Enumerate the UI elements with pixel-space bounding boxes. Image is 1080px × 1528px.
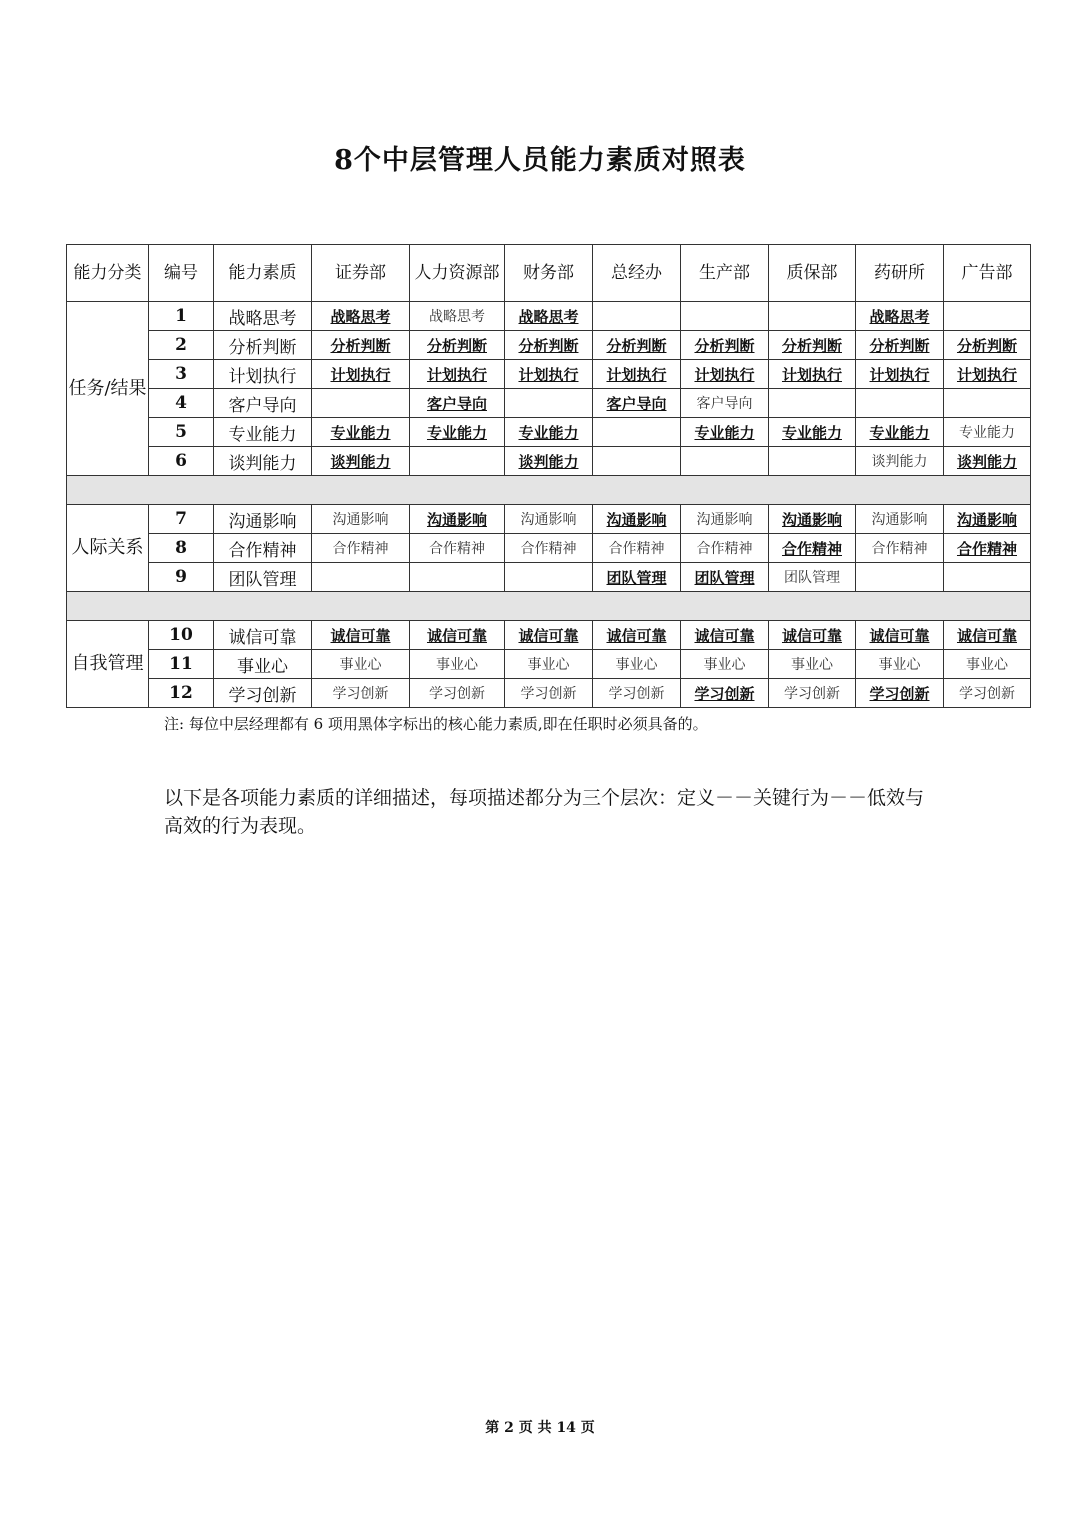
core-competency-cell: 谈判能力 (312, 447, 410, 476)
number-cell: 9 (149, 563, 214, 592)
group-separator-row (67, 476, 1031, 505)
core-competency-cell: 沟通影响 (944, 505, 1031, 534)
number-cell: 4 (149, 389, 214, 418)
competency-cell: 事业心 (593, 650, 681, 679)
core-competency-cell: 专业能力 (505, 418, 593, 447)
number-cell: 11 (149, 650, 214, 679)
competency-cell: 学习创新 (410, 679, 505, 708)
core-competency-cell: 客户导向 (410, 389, 505, 418)
competency-cell: 事业心 (856, 650, 944, 679)
table-row (67, 534, 1031, 563)
competency-cell (312, 563, 410, 592)
competency-cell: 学习创新 (769, 679, 856, 708)
core-competency-cell: 谈判能力 (505, 447, 593, 476)
core-competency-cell: 谈判能力 (944, 447, 1031, 476)
core-competency-cell: 沟通影响 (593, 505, 681, 534)
core-competency-cell: 团队管理 (593, 563, 681, 592)
core-competency-cell: 分析判断 (769, 331, 856, 360)
table-row (67, 302, 1031, 331)
number-cell: 12 (149, 679, 214, 708)
category-cell: 任务/结果 (67, 302, 149, 476)
number-cell: 5 (149, 418, 214, 447)
core-competency-cell: 专业能力 (312, 418, 410, 447)
number-cell: 7 (149, 505, 214, 534)
core-competency-cell: 分析判断 (681, 331, 769, 360)
core-competency-cell: 合作精神 (944, 534, 1031, 563)
header-ability: 能力素质 (214, 245, 312, 302)
core-competency-cell: 计划执行 (769, 360, 856, 389)
core-competency-cell: 诚信可靠 (681, 621, 769, 650)
ability-cell: 诚信可靠 (214, 621, 312, 650)
core-competency-cell: 专业能力 (681, 418, 769, 447)
competency-cell: 事业心 (312, 650, 410, 679)
table-row (67, 563, 1031, 592)
competency-table (66, 244, 1031, 708)
table-row (67, 331, 1031, 360)
competency-cell: 学习创新 (505, 679, 593, 708)
competency-cell (312, 389, 410, 418)
header-gm-office: 总经办 (593, 245, 681, 302)
table-row (67, 650, 1031, 679)
competency-cell: 事业心 (944, 650, 1031, 679)
separator-cell (67, 476, 1031, 505)
competency-cell (681, 302, 769, 331)
group-separator-row (67, 592, 1031, 621)
competency-cell: 战略思考 (410, 302, 505, 331)
core-competency-cell: 合作精神 (769, 534, 856, 563)
competency-cell (856, 563, 944, 592)
category-cell: 自我管理 (67, 621, 149, 708)
core-competency-cell: 计划执行 (944, 360, 1031, 389)
competency-cell: 学习创新 (944, 679, 1031, 708)
table-row (67, 360, 1031, 389)
number-cell: 10 (149, 621, 214, 650)
header-category: 能力分类 (67, 245, 149, 302)
competency-cell (593, 418, 681, 447)
core-competency-cell: 诚信可靠 (410, 621, 505, 650)
ability-cell: 客户导向 (214, 389, 312, 418)
core-competency-cell: 诚信可靠 (944, 621, 1031, 650)
table-row (67, 418, 1031, 447)
competency-cell: 沟通影响 (681, 505, 769, 534)
competency-cell: 团队管理 (769, 563, 856, 592)
competency-cell: 事业心 (769, 650, 856, 679)
competency-cell: 合作精神 (593, 534, 681, 563)
ability-cell: 专业能力 (214, 418, 312, 447)
core-competency-cell: 专业能力 (856, 418, 944, 447)
core-competency-cell: 诚信可靠 (312, 621, 410, 650)
competency-cell (410, 563, 505, 592)
core-competency-cell: 团队管理 (681, 563, 769, 592)
competency-cell: 学习创新 (312, 679, 410, 708)
ability-cell: 团队管理 (214, 563, 312, 592)
competency-cell (944, 302, 1031, 331)
ability-cell: 计划执行 (214, 360, 312, 389)
competency-cell: 沟通影响 (856, 505, 944, 534)
table-row (67, 621, 1031, 650)
core-competency-cell: 专业能力 (410, 418, 505, 447)
core-competency-cell: 分析判断 (312, 331, 410, 360)
competency-cell (681, 447, 769, 476)
core-competency-cell: 分析判断 (505, 331, 593, 360)
core-competency-cell: 计划执行 (505, 360, 593, 389)
competency-cell (856, 389, 944, 418)
intro-paragraph: 以下是各项能力素质的详细描述，每项描述都分为三个层次：定义－－关键行为－－低效与高效的行为表现。 (164, 787, 925, 837)
competency-cell (944, 563, 1031, 592)
competency-cell: 合作精神 (856, 534, 944, 563)
core-competency-cell: 计划执行 (856, 360, 944, 389)
category-cell: 人际关系 (67, 505, 149, 592)
table-header-row (67, 245, 1031, 302)
core-competency-cell: 分析判断 (944, 331, 1031, 360)
ability-cell: 分析判断 (214, 331, 312, 360)
competency-cell (769, 302, 856, 331)
ability-cell: 学习创新 (214, 679, 312, 708)
header-qa-dept: 质保部 (769, 245, 856, 302)
separator-cell (67, 592, 1031, 621)
competency-cell: 谈判能力 (856, 447, 944, 476)
header-finance-dept: 财务部 (505, 245, 593, 302)
page-footer: 第 2 页 共 14 页 (485, 1420, 595, 1436)
core-competency-cell: 计划执行 (312, 360, 410, 389)
core-competency-cell: 诚信可靠 (769, 621, 856, 650)
core-competency-cell: 沟通影响 (769, 505, 856, 534)
core-competency-cell: 客户导向 (593, 389, 681, 418)
core-competency-cell: 计划执行 (410, 360, 505, 389)
number-cell: 1 (149, 302, 214, 331)
header-production-dept: 生产部 (681, 245, 769, 302)
competency-cell: 合作精神 (312, 534, 410, 563)
table-note: 注: 每位中层经理都有 6 项用黑体字标出的核心能力素质,即在任职时必须具备的。 (164, 715, 708, 733)
competency-cell (505, 389, 593, 418)
header-number: 编号 (149, 245, 214, 302)
core-competency-cell: 学习创新 (856, 679, 944, 708)
core-competency-cell: 计划执行 (681, 360, 769, 389)
core-competency-cell: 诚信可靠 (856, 621, 944, 650)
core-competency-cell: 分析判断 (856, 331, 944, 360)
number-cell: 6 (149, 447, 214, 476)
competency-cell: 事业心 (505, 650, 593, 679)
number-cell: 3 (149, 360, 214, 389)
competency-cell: 合作精神 (681, 534, 769, 563)
competency-cell: 专业能力 (944, 418, 1031, 447)
core-competency-cell: 诚信可靠 (505, 621, 593, 650)
number-cell: 8 (149, 534, 214, 563)
competency-cell: 合作精神 (505, 534, 593, 563)
table-row (67, 505, 1031, 534)
competency-cell: 沟通影响 (312, 505, 410, 534)
ability-cell: 合作精神 (214, 534, 312, 563)
competency-cell: 合作精神 (410, 534, 505, 563)
competency-cell (769, 389, 856, 418)
ability-cell: 沟通影响 (214, 505, 312, 534)
competency-cell: 事业心 (410, 650, 505, 679)
core-competency-cell: 学习创新 (681, 679, 769, 708)
header-rd-institute: 药研所 (856, 245, 944, 302)
competency-cell: 沟通影响 (505, 505, 593, 534)
competency-cell: 学习创新 (593, 679, 681, 708)
table-row (67, 679, 1031, 708)
competency-cell (944, 389, 1031, 418)
competency-cell (505, 563, 593, 592)
header-ad-dept: 广告部 (944, 245, 1031, 302)
header-hr-dept: 人力资源部 (410, 245, 505, 302)
ability-cell: 事业心 (214, 650, 312, 679)
table-row (67, 389, 1031, 418)
core-competency-cell: 分析判断 (410, 331, 505, 360)
header-securities-dept: 证券部 (312, 245, 410, 302)
core-competency-cell: 沟通影响 (410, 505, 505, 534)
competency-cell (593, 302, 681, 331)
table-body (67, 302, 1031, 708)
number-cell: 2 (149, 331, 214, 360)
core-competency-cell: 计划执行 (593, 360, 681, 389)
ability-cell: 谈判能力 (214, 447, 312, 476)
page-title: 8个中层管理人员能力素质对照表 (334, 145, 746, 176)
competency-cell (593, 447, 681, 476)
core-competency-cell: 诚信可靠 (593, 621, 681, 650)
core-competency-cell: 战略思考 (856, 302, 944, 331)
competency-cell: 客户导向 (681, 389, 769, 418)
table-row (67, 447, 1031, 476)
ability-cell: 战略思考 (214, 302, 312, 331)
competency-cell (410, 447, 505, 476)
core-competency-cell: 分析判断 (593, 331, 681, 360)
core-competency-cell: 专业能力 (769, 418, 856, 447)
core-competency-cell: 战略思考 (505, 302, 593, 331)
competency-cell: 事业心 (681, 650, 769, 679)
competency-cell (769, 447, 856, 476)
core-competency-cell: 战略思考 (312, 302, 410, 331)
